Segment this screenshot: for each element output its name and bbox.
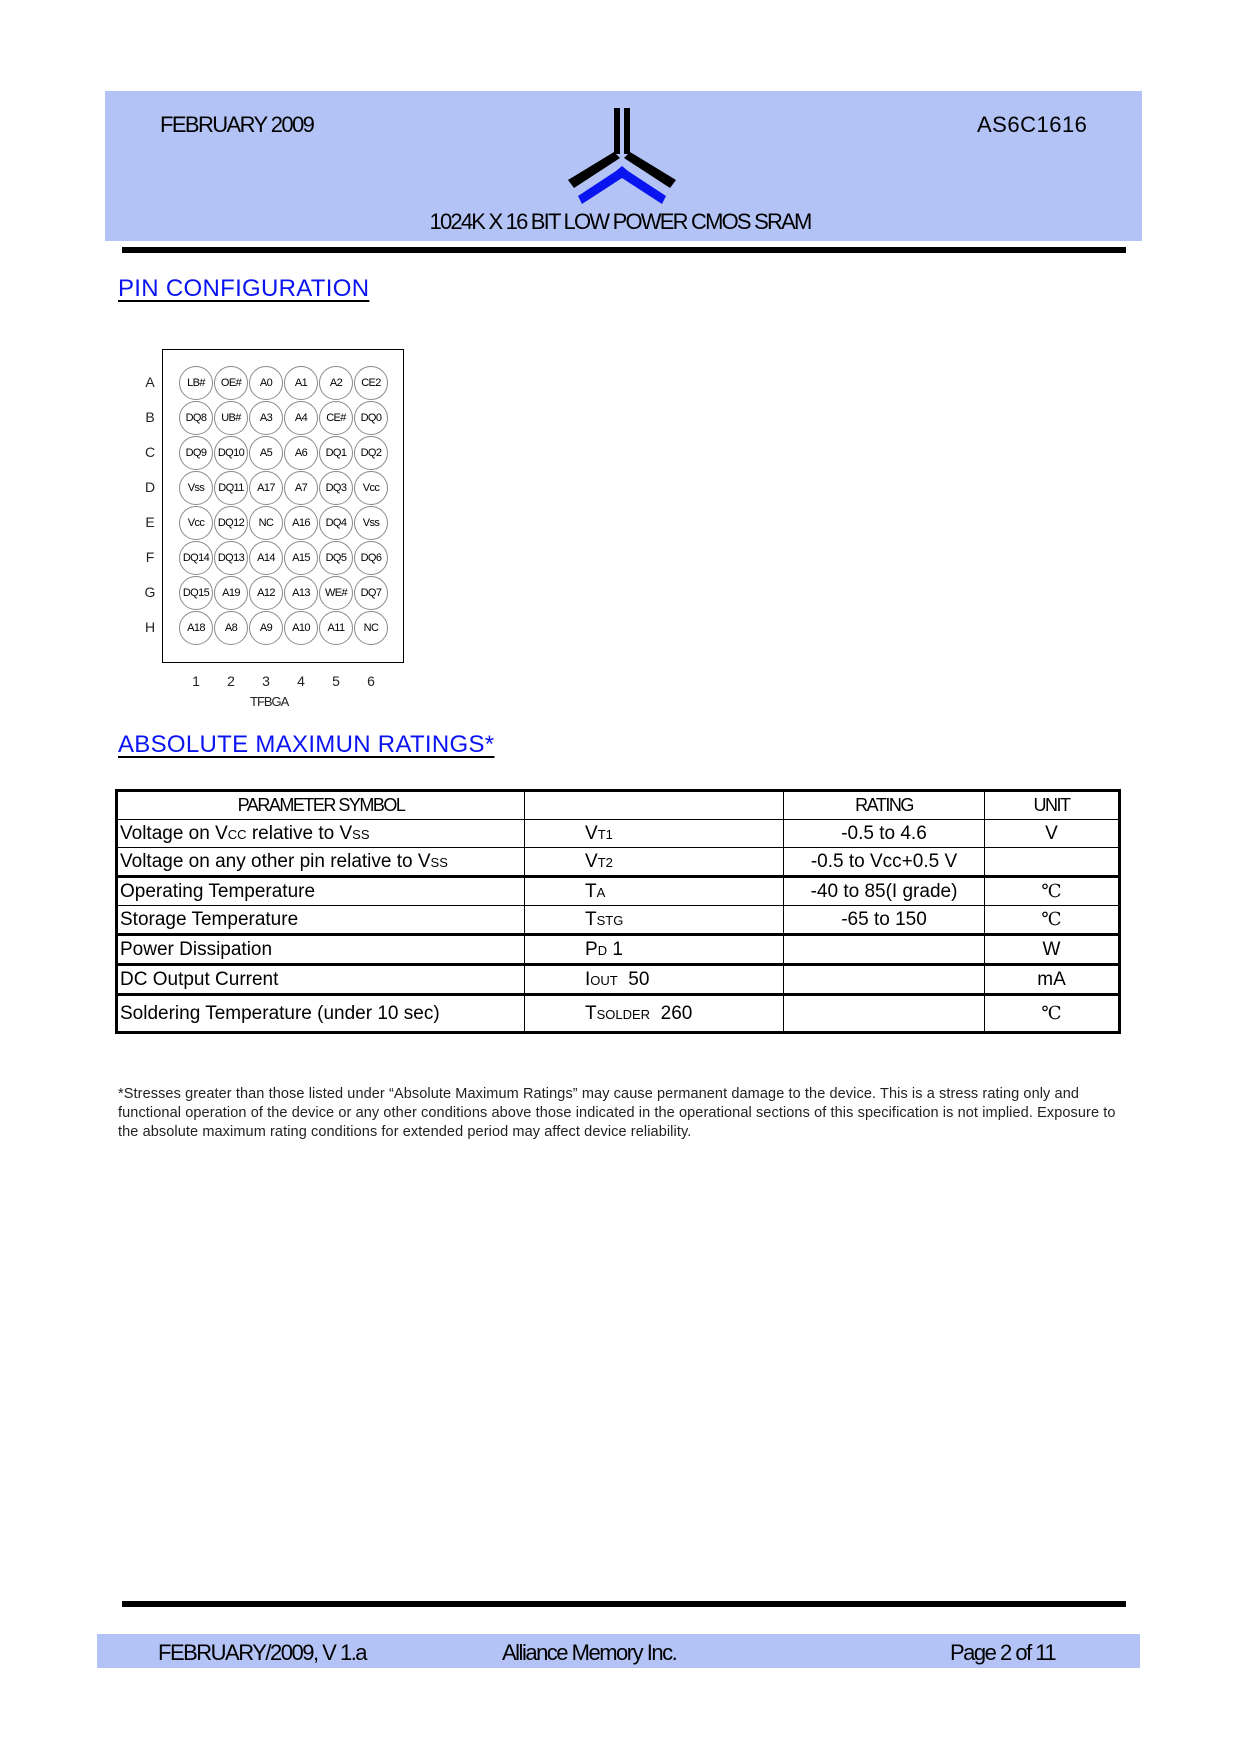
pin-ball: DQ12 — [214, 506, 248, 540]
pin-ball: WE# — [319, 576, 353, 610]
parameter-text: Operating Temperature — [120, 880, 316, 902]
parameter-text: Voltage on V — [120, 822, 228, 844]
parameter-cell — [117, 965, 525, 995]
symbol-subscript: STG — [596, 912, 624, 928]
pin-ball: A11 — [319, 611, 353, 645]
unit-cell: ℃ — [985, 995, 1120, 1033]
pin-ball: A0 — [249, 366, 283, 400]
parameter-text: DC Output Current — [120, 968, 279, 990]
symbol-text: P — [585, 938, 598, 960]
symbol-cell — [525, 820, 784, 848]
parameter-cell — [117, 906, 525, 935]
rating-cell — [784, 995, 985, 1033]
symbol-text: V — [585, 822, 598, 844]
header-date: FEBRUARY 2009 — [160, 112, 314, 137]
pin-ball: DQ13 — [214, 541, 248, 575]
pin-ball: A18 — [179, 611, 213, 645]
symbol-subscript: OUT — [590, 972, 618, 988]
parameter-text: Power Dissipation — [120, 938, 273, 960]
pin-ball: A19 — [214, 576, 248, 610]
pin-ball: CE# — [319, 401, 353, 435]
rating-cell — [784, 965, 985, 995]
pin-ball: DQ0 — [354, 401, 388, 435]
table-row — [117, 848, 1120, 877]
pin-column-label: 2 — [227, 673, 235, 689]
parameter-text: Soldering Temperature (under 10 sec) — [120, 1002, 440, 1024]
rating-cell: -0.5 to Vcc+0.5 V — [784, 848, 985, 877]
pin-row-label: E — [145, 514, 155, 530]
column-header-rating: RATING — [784, 791, 985, 820]
symbol-cell — [525, 995, 784, 1033]
pin-ball: A9 — [249, 611, 283, 645]
pin-ball: A13 — [284, 576, 318, 610]
pin-ball: A4 — [284, 401, 318, 435]
header-divider — [122, 247, 1126, 253]
unit-cell: ℃ — [985, 906, 1120, 935]
pin-ball: A1 — [284, 366, 318, 400]
pin-ball: LB# — [179, 366, 213, 400]
symbol-text: T — [585, 1002, 597, 1024]
symbol-text: V — [585, 850, 598, 872]
ratings-footnote: *Stresses greater than those listed under “Absolute Maximum Ratings” may cause permanent damage to the device. This is a stress rating only and functional operation of the device or any other conditions above those indicated in the operational sections of this specification is not implied. Exposure to the absolute maximum rating conditions for extended period may affect device reliability. — [118, 1086, 1116, 1140]
symbol-cell — [525, 877, 784, 906]
ratings-table — [115, 789, 1121, 1034]
symbol-cell — [525, 848, 784, 877]
pin-ball: Vss — [179, 471, 213, 505]
table-row — [117, 995, 1120, 1033]
rating-cell — [784, 935, 985, 965]
table-row — [117, 820, 1120, 848]
section-heading-pin-configuration: PIN CONFIGURATION — [118, 275, 370, 302]
symbol-cell — [525, 965, 784, 995]
parameter-cell — [117, 848, 525, 877]
pin-ball: DQ11 — [214, 471, 248, 505]
pin-ball: CE2 — [354, 366, 388, 400]
pin-ball: DQ8 — [179, 401, 213, 435]
symbol-subscript: T1 — [597, 826, 613, 842]
pin-column-label: 3 — [262, 673, 270, 689]
pin-ball: A5 — [249, 436, 283, 470]
footer-page-number: Page 2 of 11 — [950, 1640, 1056, 1665]
pin-ball: OE# — [214, 366, 248, 400]
pin-ball: DQ2 — [354, 436, 388, 470]
parameter-cell — [117, 995, 525, 1033]
parameter-subscript: CC — [227, 826, 247, 842]
unit-cell: mA — [985, 965, 1120, 995]
pin-ball: A7 — [284, 471, 318, 505]
pin-ball: DQ15 — [179, 576, 213, 610]
pin-ball: Vss — [354, 506, 388, 540]
symbol-value: 50 — [617, 968, 650, 990]
pin-row-label: G — [144, 584, 156, 600]
parameter-text: Voltage on any other pin relative to V — [120, 850, 431, 872]
symbol-subscript: SOLDER — [596, 1006, 651, 1022]
part-number: AS6C1616 — [977, 112, 1088, 137]
symbol-cell — [525, 935, 784, 965]
pin-ball: DQ6 — [354, 541, 388, 575]
unit-cell — [985, 848, 1120, 877]
section-heading-absolute-maximum-ratings: ABSOLUTE MAXIMUN RATINGS* — [118, 731, 495, 758]
table-header-row — [117, 791, 1120, 820]
pin-ball: UB# — [214, 401, 248, 435]
pin-column-label: 4 — [297, 673, 305, 689]
footer-divider — [122, 1601, 1126, 1607]
pin-row-label: C — [144, 444, 156, 460]
pin-row-label: B — [145, 409, 155, 425]
pin-row-label: F — [145, 549, 155, 565]
parameter-cell — [117, 820, 525, 848]
pin-ball: A2 — [319, 366, 353, 400]
symbol-value: 260 — [650, 1002, 693, 1024]
pin-ball: A16 — [284, 506, 318, 540]
symbol-subscript: A — [596, 884, 606, 900]
document-title: 1024K X 16 BIT LOW POWER CMOS SRAM — [429, 209, 811, 234]
column-header-symbol — [525, 791, 784, 820]
pin-ball: DQ3 — [319, 471, 353, 505]
rating-cell: -0.5 to 4.6 — [784, 820, 985, 848]
pin-ball: DQ1 — [319, 436, 353, 470]
pin-ball: A6 — [284, 436, 318, 470]
pin-ball: Vcc — [179, 506, 213, 540]
pin-column-label: 6 — [367, 673, 375, 689]
unit-cell: ℃ — [985, 877, 1120, 906]
pin-ball: DQ5 — [319, 541, 353, 575]
rating-cell: -40 to 85(I grade) — [784, 877, 985, 906]
pin-ball: A12 — [249, 576, 283, 610]
table-row — [117, 965, 1120, 995]
pin-ball: A14 — [249, 541, 283, 575]
package-label: TFBGA — [250, 694, 289, 709]
alliance-memory-logo-icon — [566, 108, 678, 204]
parameter-subscript: SS — [430, 854, 448, 870]
parameter-text-cont: relative to V — [246, 822, 353, 844]
symbol-value: 1 — [607, 938, 623, 960]
symbol-text: T — [585, 880, 597, 902]
pin-column-label: 1 — [192, 673, 200, 689]
pin-ball: Vcc — [354, 471, 388, 505]
symbol-subscript: D — [597, 942, 608, 958]
pin-row-label: A — [145, 374, 155, 390]
table-row — [117, 877, 1120, 906]
symbol-text: I — [585, 968, 591, 990]
pin-ball: A17 — [249, 471, 283, 505]
footer-revision: FEBRUARY/2009, V 1.a — [158, 1640, 367, 1665]
pin-ball: DQ10 — [214, 436, 248, 470]
column-header-unit: UNIT — [985, 791, 1120, 820]
pin-ball: DQ14 — [179, 541, 213, 575]
rating-cell: -65 to 150 — [784, 906, 985, 935]
unit-cell: V — [985, 820, 1120, 848]
symbol-subscript: T2 — [597, 854, 613, 870]
pin-ball: DQ7 — [354, 576, 388, 610]
pin-ball: A15 — [284, 541, 318, 575]
symbol-cell — [525, 906, 784, 935]
pin-row-label: H — [144, 619, 156, 635]
parameter-subscript: SS — [352, 826, 370, 842]
footer-company: Alliance Memory Inc. — [502, 1640, 677, 1665]
table-row — [117, 935, 1120, 965]
pin-column-label: 5 — [332, 673, 340, 689]
table-row — [117, 906, 1120, 935]
pin-ball: DQ9 — [179, 436, 213, 470]
parameter-cell — [117, 935, 525, 965]
parameter-text: Storage Temperature — [120, 908, 299, 930]
pin-row-label: D — [144, 479, 156, 495]
pin-ball: NC — [354, 611, 388, 645]
parameter-cell — [117, 877, 525, 906]
pin-ball: DQ4 — [319, 506, 353, 540]
pin-ball: A3 — [249, 401, 283, 435]
pin-ball: A10 — [284, 611, 318, 645]
pin-ball: A8 — [214, 611, 248, 645]
pin-ball: NC — [249, 506, 283, 540]
symbol-text: T — [585, 908, 597, 930]
unit-cell: W — [985, 935, 1120, 965]
column-header-parameter: PARAMETER SYMBOL — [117, 791, 525, 820]
